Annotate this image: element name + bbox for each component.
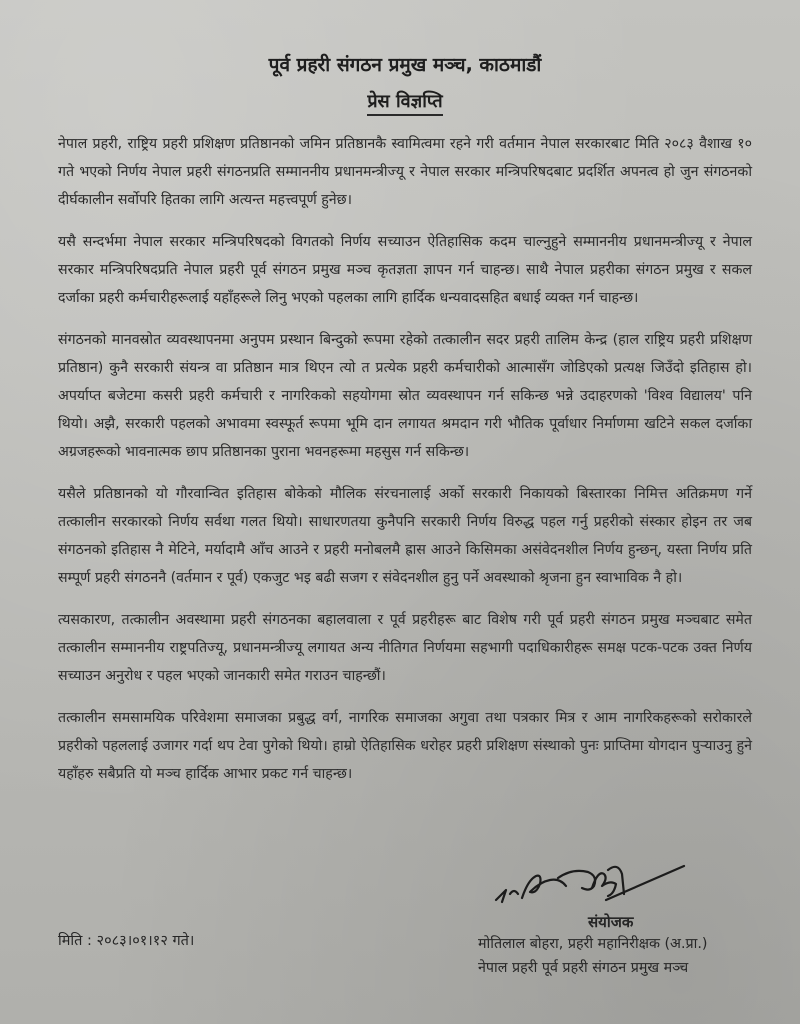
paragraph-4: यसैले प्रतिष्ठानको यो गौरवान्वित इतिहास बोकेको मौलिक संरचनालाई अर्को सरकारी निकायको बिस्तारका निमित्त अतिक्रमण गर्ने तत्कालीन सरकारको निर्णय सर्वथा गलत थियो। साधारणतया कुनैपनि सरकारी निर्णय विरुद्ध पहल गर्नु प्रहरीको संस्कार होइन तर जब संगठनको इतिहास नै मेटिने, मर्यादामै आँच आउने र प्रहरी मनोबलमै ह्रास आउने किसिमका असंवेदनशील निर्णय हुन्छन्, यस्ता निर्णय प्रति सम्पूर्ण प्रहरी संगठननै (वर्तमान र पूर्व) एकजुट भइ बढी सजग र संवेदनशील हुनु पर्ने अवस्थाको श्रृजना हुन स्वाभाविक नै हो।: [58, 486, 752, 586]
press-release-heading: प्रेस विज्ञप्ति: [367, 90, 442, 116]
document-footer: [58, 860, 752, 1010]
signatory-organization: नेपाल प्रहरी पूर्व प्रहरी संगठन प्रमुख मञ्च: [478, 960, 689, 976]
signatory-role: संयोजक: [588, 913, 634, 931]
paragraph-3: संगठनको मानवस्रोत व्यवस्थापनमा अनुपम प्रस्थान बिन्दुको रूपमा रहेको तत्कालीन सदर प्रहरी तालिम केन्द्र (हाल राष्ट्रिय प्रहरी प्रशिक्षण प्रतिष्ठान) कुनै सरकारी संयन्त्र वा प्रतिष्ठान मात्र थिएन त्यो त प्रत्येक प्रहरी कर्मचारीको आत्मासँग जोडिएको प्रत्यक्ष जिउँदो इतिहास हो। अपर्याप्त बजेटमा कसरी प्रहरी कर्मचारी र नागरिकको सहयोगमा स्रोत व्यवस्थापन गर्न सकिन्छ भन्ने उदाहरणको 'विश्व विद्यालय' पनि थियो। अझै, सरकारी पहलको अभावमा स्वस्फूर्त रूपमा भूमि दान लगायत श्रमदान गरी भौतिक पूर्वाधार निर्माणमा खटिने सकल दर्जाका अग्रजहरूको भावनात्मक छाप प्रतिष्ठानका पुराना भवनहरूमा महसुस गर्न सकिन्छ।: [58, 332, 752, 460]
subtitle-wrapper: [58, 90, 752, 116]
paragraph-5: त्यसकारण, तत्कालीन अवस्थामा प्रहरी संगठनका बहालवाला र पूर्व प्रहरीहरू बाट विशेष गरी पूर्व प्रहरी संगठन प्रमुख मञ्चबाट समेत तत्कालीन सम्माननीय राष्ट्रपतिज्यू, प्रधानमन्त्रीज्यू लगायत अन्य नीतिगत निर्णयमा सहभागी पदाधिकारीहरू समक्ष पटक-पटक उक्त निर्णय सच्याउन अनुरोध र पहल भएको जानकारी समेत गराउन चाहन्छौं।: [58, 612, 752, 684]
signature-block: [478, 860, 738, 980]
organization-title: पूर्व प्रहरी संगठन प्रमुख मञ्च, काठमाडौं: [268, 54, 542, 76]
paragraph-1: नेपाल प्रहरी, राष्ट्रिय प्रहरी प्रशिक्षण प्रतिष्ठानको जमिन प्रतिष्ठानकै स्वामित्वमा रहने गरी वर्तमान नेपाल सरकारबाट मिति २०८३ वैशाख १० गते भएको निर्णय नेपाल प्रहरी संगठनप्रति सम्माननीय प्रधानमन्त्रीज्यू र नेपाल सरकार मन्त्रिपरिषदबाट प्रदर्शित अपनत्व हो जुन संगठनको दीर्घकालीन सर्वोपरि हितका लागि अत्यन्त महत्त्वपूर्ण हुनेछ।: [58, 136, 752, 208]
document-date: मिति : २०८३।०१।१२ गते।: [58, 933, 195, 949]
handwritten-signature-icon: [488, 860, 698, 912]
signatory-name: मोतिलाल बोहरा, प्रहरी महानिरीक्षक (अ.प्रा.): [478, 936, 708, 952]
paragraph-6: तत्कालीन समसामयिक परिवेशमा समाजका प्रबुद्ध वर्ग, नागरिक समाजका अगुवा तथा पत्रकार मित्र र आम नागरिकहरूको सरोकारले प्रहरीको पहललाई उजागर गर्दा थप टेवा पुगेको थियो। हाम्रो ऐतिहासिक धरोहर प्रहरी प्रशिक्षण संस्थाको पुनः प्राप्तिमा योगदान पुऱ्याउनु हुने यहाँहरु सबैप्रति यो मञ्च हार्दिक आभार प्रकट गर्न चाहन्छ।: [58, 710, 752, 782]
paragraph-2: यसै सन्दर्भमा नेपाल सरकार मन्त्रिपरिषदको विगतको निर्णय सच्याउन ऐतिहासिक कदम चाल्नुहुने सम्माननीय प्रधानमन्त्रीज्यू र नेपाल सरकार मन्त्रिपरिषदप्रति नेपाल प्रहरी पूर्व संगठन प्रमुख मञ्च कृतज्ञता ज्ञापन गर्न चाहन्छ। साथै नेपाल प्रहरीका संगठन प्रमुख र सकल दर्जाका प्रहरी कर्मचारीहरूलाई यहाँहरूले लिनु भएको पहलका लागि हार्दिक धन्यवादसहित बधाई व्यक्त गर्न चाहन्छ।: [58, 234, 752, 306]
